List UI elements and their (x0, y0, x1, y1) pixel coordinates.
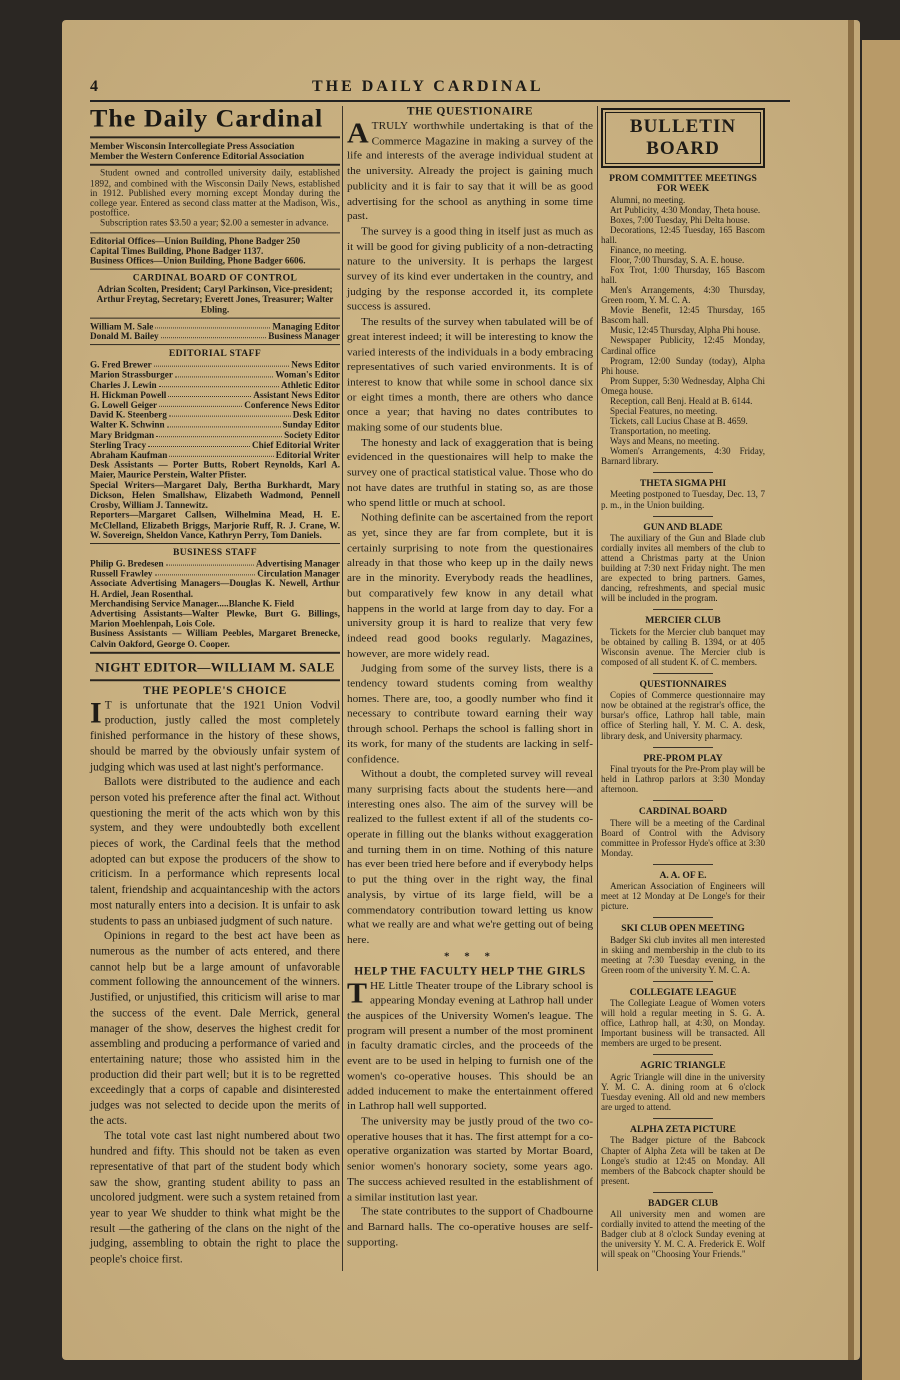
staff-role: Sunday Editor (282, 420, 340, 430)
notice-heading: COLLEGIATE LEAGUE (629, 986, 737, 998)
staff-role: Circulation Manager (257, 568, 340, 579)
notice-text: Music, 12:45 Thursday, Alpha Phi house. (610, 325, 761, 336)
staff-role: Advertising Manager (256, 558, 340, 569)
notice-divider (653, 516, 713, 517)
notice-heading: THETA SIGMA PHI (639, 478, 727, 490)
notice-divider (653, 917, 713, 918)
staff-role: Assistant News Editor (253, 390, 340, 400)
staff-row (90, 390, 340, 400)
notice-text: Women's Arrangements, 4:30 Friday, Barnard library. (601, 445, 765, 467)
staff-row (90, 420, 340, 430)
business-staff-list (90, 559, 340, 579)
notice-heading: ALPHA ZETA PICTURE (630, 1124, 736, 1136)
editorial-body-questionaire (347, 119, 593, 948)
paragraph (347, 662, 593, 768)
divider (90, 543, 340, 544)
paragraph-text: Judging from some of the survey lists, there is a tendency toward students coming from wealthy homes. There are, too, a goodly number who find it necessary to contribute toward earning their way through school. Perhaps the school is falling short in its work, for many of the students are lacking in self-confidence. (347, 663, 593, 765)
paragraph (90, 696, 340, 776)
paragraph-text: The total vote cast last night numbered about two hundred and fifty. This should not be taken as even representative of that part of the student body which saw the show, granting student ability to pass an uncolored judgment. were such a system retained from year to year We shudder to think what might be the result —the gathering of the clans on the night of the judging, assembling to obtain the right to place the people's choice first. (90, 1130, 340, 1266)
staff-row (90, 360, 340, 370)
notice-divider (653, 981, 713, 982)
staff-row (90, 410, 340, 420)
notice-text: Floor, 7:00 Thursday, S. A. E. house. (610, 255, 745, 266)
staff-row (90, 400, 340, 410)
notice-heading: A. A. OF E. (659, 869, 707, 881)
staff-row (90, 430, 340, 440)
editorial-title-peoples-choice: THE PEOPLE'S CHOICE (143, 684, 287, 697)
business-offices: Business Offices—Union Building, Phone Badger 6606. (90, 255, 306, 266)
divider (90, 136, 340, 138)
staff-name: William M. Sale (90, 321, 154, 332)
subscription-rates: Subscription rates $3.50 a year; $2.00 a semester in advance. (100, 219, 329, 229)
notice-heading: SKI CLUB OPEN MEETING (621, 923, 745, 935)
staff-name: Abraham Kaufman (90, 450, 168, 460)
staff-role: Woman's Editor (275, 370, 340, 380)
leader-dots (161, 331, 267, 338)
editorial-staff-heading: EDITORIAL STAFF (168, 348, 262, 360)
paragraph-text: The results of the survey when tabulated will be of great interest indeed; it will be interesting to know the varied interests of the individuals in a body embracing representatives of such varied environments. It is of interest to know that while some in school dance six or eight times a month, there are others who dance once a year; that having no dates contributes to making some of our students blue. (347, 316, 593, 434)
divider (90, 269, 340, 270)
staff-role: Desk Editor (292, 410, 340, 420)
divider (90, 652, 340, 654)
drop-cap: A (347, 117, 369, 150)
notice-text: American Association of Engineers will meet at 12 Monday at De Longe's for their picture. (601, 881, 765, 912)
managers-list (90, 321, 340, 341)
leader-dots (155, 321, 270, 328)
editorial-body-peoples-choice (90, 696, 340, 1268)
notice-divider (653, 864, 713, 865)
notice-text: Agric Triangle will dine in the university Y. M. C. A. dining room at 6 o'clock Tuesday evening. All old and new members are urged to attend. (601, 1071, 765, 1113)
paragraph-text: T is unfortunate that the 1921 Union Vodvil production, justly called the most completely finished performance in the history of these shows, should be marred by the obviously unfair system of judging which was used at last night's performance. (90, 699, 340, 773)
notice-text: Program, 12:00 Sunday (today), Alpha Phi house. (601, 355, 765, 376)
notice-divider (653, 1054, 713, 1055)
notice-text: Men's Arrangements, 4:30 Thursday, Green room, Y. M. C. A. (601, 285, 765, 306)
drop-cap: T (347, 977, 368, 1009)
staff-row (90, 450, 340, 460)
notice-text: Badger Ski club invites all men interested in skiing and membership in the club to its meeting at 7:30 Tuesday evening, in the Green room of the university Y. M. C. A. (601, 934, 765, 975)
notice-text: Alumni, no meeting. (610, 194, 686, 205)
leader-dots (156, 430, 282, 437)
leader-dots (148, 440, 250, 447)
staff-name: G. Fred Brewer (90, 360, 152, 370)
staff-role: Chief Editorial Writer (252, 440, 340, 450)
paragraph-text: TRULY worthwhile undertaking is that of the Commerce Magazine in making a survey of the life and interests of the average individual student at the university. Already the project is gaining much publicity and it is fair to say that it will be as good advertising for the school as anything in some time past. (347, 120, 593, 223)
staff-name: G. Lowell Geiger (90, 400, 158, 410)
column-rule-2 (597, 106, 598, 1271)
paragraph (90, 1129, 340, 1268)
masthead-column (90, 104, 340, 1268)
paragraph (90, 776, 340, 930)
staff-name: Donald M. Bailey (90, 331, 159, 342)
editorial-staff-extra: Desk Assistants — Porter Butts, Robert Reynolds, Karl A. Maier, Maurice Perstein, Walter Pfister. Special Writers—Margaret Daly, Bertha Burkhardt, Mary Dickson, Helen Smallshaw, Elizabeth Wadmond, Pennell Crosby, William J. Tannewitz. Reporters—Margaret Callsen, Wilhelmina Mead, H. E. McClelland, Elizabeth Briggs, Marjorie Ruff, R. J. Crane, W. W. Sovereign, Sheldon Vance, Kathryn Perry, Tom Daniels. (90, 460, 340, 540)
notice-text: Tickets, call Lucius Chase at B. 4659. (610, 415, 748, 426)
notice-heading: AGRIC TRIANGLE (640, 1060, 726, 1072)
notice-text: Decorations, 12:45 Tuesday, 165 Bascom hall. (601, 224, 765, 245)
bulletin-board-title: BULLETIN BOARD (605, 112, 761, 164)
staff-role: Business Manager (268, 331, 340, 342)
notice-text: Finance, no meeting. (610, 245, 687, 256)
notice-heading: PRE-PROM PLAY (643, 752, 723, 764)
staff-role: Editorial Writer (275, 450, 340, 460)
staff-name: Philip G. Bredesen (90, 558, 164, 569)
paragraph-text: The honesty and lack of exaggeration that is being evidenced in the questionaires will help to make the survey one of practical statistical value. Those who do not have dates are truthful in stating so, as are those who spend little or much at school. (347, 436, 593, 509)
divider (90, 164, 340, 166)
notice-text: Ways and Means, no meeting. (610, 435, 720, 446)
paragraph (347, 1205, 593, 1250)
night-editor: NIGHT EDITOR—WILLIAM M. SALE (95, 659, 335, 675)
leader-dots (175, 370, 273, 377)
leader-dots (159, 380, 279, 387)
paragraph-text: The survey is a good thing in itself just as much as it will be good for giving publicity of a non-detracting nature to the university. It is perhaps the largest survey of its kind ever undertaken in the country, and judging by the response accorded it, its complete success is assured. (347, 225, 593, 313)
next-page-edge (862, 40, 900, 1380)
editorial-body-faculty (347, 979, 593, 1250)
masthead-title: The Daily Cardinal (90, 104, 324, 133)
notice-divider (653, 1192, 713, 1193)
notice-divider (653, 800, 713, 801)
staff-name: Sterling Tracy (90, 440, 147, 450)
paragraph (347, 315, 593, 436)
bulletin-board-banner (601, 108, 765, 168)
business-staff-heading: BUSINESS STAFF (172, 546, 258, 558)
page-number: 4 (90, 78, 98, 95)
staff-row (90, 440, 340, 450)
paragraph-text: Nothing definite can be ascertained from the report as yet, since they are far from complete, but it is certainly surprising to note from the questionaires already in that those who keep up in the daily news are in the minority. Everybody reads the headlines, but comparatively few know in any detail what happens in the world at large from day to day. For a university group it is hard to realize that very few indeed read good books regularly. Magazines, however, are more widely read. (347, 512, 593, 660)
notice-heading: GUN AND BLADE (643, 521, 723, 533)
board-heading: CARDINAL BOARD OF CONTROL (132, 272, 298, 284)
notice-text: Reception, call Benj. Heald at B. 6144. (610, 395, 753, 406)
paragraph-text: Ballots were distributed to the audience and each person voted his preference after the final act. Without questioning the merit of the acts which won by this system, and they were undoubtedly both excellent pieces of work, the Cardinal feels that the method adopted can but expose the producers of the show to criticism. In a performance which represents local talent, friendship and acquaintanceship with the actors most naturally enters into a decision. It is unfair to ask students to pass an unbiased judgment of such nature. (90, 776, 340, 927)
paragraph (347, 511, 593, 662)
notice-divider (653, 1118, 713, 1119)
drop-cap: I (90, 696, 102, 729)
staff-row (90, 321, 340, 331)
staff-role: Athletic Editor (281, 380, 340, 390)
staff-row (90, 559, 340, 569)
notice-text: Fox Trot, 1:00 Thursday, 165 Bascom hall. (601, 265, 765, 286)
divider (90, 679, 340, 681)
paragraph (347, 979, 593, 1115)
staff-row (90, 331, 340, 341)
leader-dots (169, 450, 273, 457)
bulletin-items (601, 174, 765, 1259)
staff-name: Russell Frawley (90, 568, 153, 579)
section-stars: * * * (444, 950, 496, 962)
staff-name: H. Hickman Powell (90, 390, 167, 400)
notice-text: Special Features, no meeting. (610, 405, 718, 416)
paragraph-text: Without a doubt, the completed survey will reveal many surprising facts about the students here—and interesting ones also. The aim of the survey will be realized to the fullest extent if all of the students co-operate in filling out the blanks without exaggeration and turning them in on time. Nothing of this nature has ever been tried here before and if everybody helps to put the thing over in the right way, the final analysis, by virtue of its large field, will be a commendatory contribution toward letting us know what we really are and what we're getting out of being here. (347, 768, 593, 946)
leader-dots (159, 400, 242, 407)
notice-text: The Collegiate League of Women voters will hold a regular meeting in S. G. A. office, Lathrop hall, at 4:30, on Monday. Important business will be transacted. All members are urged to be present. (601, 998, 765, 1049)
leader-dots (155, 569, 256, 576)
notice-text: The auxiliary of the Gun and Blade club cordially invites all members of the club to attend a Christmas party at the Union building at 7:30 next Friday night. The men are expected to bring partners. Games, dancing, refreshments, and special music will be included in the program. (601, 532, 765, 604)
notice-heading: BADGER CLUB (647, 1197, 719, 1209)
leader-dots (154, 360, 290, 367)
editorial-column (347, 104, 593, 1251)
notice-heading: QUESTIONNAIRES (639, 678, 727, 690)
about-text: Student owned and controlled university daily, established 1892, and combined with the Wisconsin Daily News, established in 1912. Published every morning except Monday during the college year. Entered as second class matter at the Madison, Wis., postoffice. (90, 169, 340, 219)
paragraph (347, 1115, 593, 1205)
staff-name: Walter K. Schwinn (90, 420, 165, 430)
paragraph-text: The state contributes to the support of Chadbourne and Barnard halls. The co-operative houses are self-supporting. (347, 1206, 593, 1248)
notice-divider (653, 472, 713, 473)
board-text: Adrian Scolten, President; Caryl Parkinson, Vice-president; Arthur Freytag, Secretary; Everett Jones, Treasurer; Walter Ebling. (96, 284, 334, 315)
paragraph (347, 225, 593, 315)
paragraph (347, 768, 593, 949)
leader-dots (168, 390, 251, 397)
divider (90, 344, 340, 345)
bulletin-column (601, 108, 765, 1259)
notice-text: Meeting postponed to Tuesday, Dec. 13, 7 p. m., in the Union building. (601, 489, 765, 510)
paragraph-text: Opinions in regard to the best act have been as numerous as the number of acts entered, and there cannot help but be a large amount of unfavorable comment following the announcement of the winners. Justified, or unjustified, this criticism will arise to mar the success of the event. Dale Merrick, general manager of the show, deserves the highest credit for assembling and producing a performance of varied and entertaining nature; those who assisted him in the production did their part well; but it is to be regretted exceedingly that a corps of capable and disinterested judges was not selected to decide upon the merits of the acts. (90, 930, 340, 1127)
notice-text: All university men and women are cordially invited to attend the meeting of the Badger club at 8 o'clock Sunday evening at the university Y. M. C. A. Frederick E. Wolf will speak on "Choosing Your Friends." (601, 1209, 765, 1260)
notice-text: Copies of Commerce questionnaire may now be obtained at the registrar's office, the bursar's office, Lathrop hall table, main office of Sterling hall, Y. M. C. A. desk, library desk, and University pharmacy. (601, 690, 765, 741)
page-edge-shadow (848, 20, 854, 1360)
staff-role: Conference News Editor (244, 400, 340, 410)
notice-text: Final tryouts for the Pre-Prom play will be held in Lathrop parlors at 3:30 Monday afternoon. (601, 763, 765, 795)
page-header (90, 78, 790, 102)
notice-text: Boxes, 7:00 Tuesday, Phi Delta house. (610, 214, 750, 225)
staff-name: Mary Bridgman (90, 430, 155, 440)
paragraph-text: HE Little Theater troupe of the Library school is appearing Monday evening at Lathrop hall under the auspices of the University Women's league. The program will present a number of the most prominent in faculty dramatic circles, and the proceeds of the event are to be used in helping to furnish one of the women's co-operative houses. This should be an added inducement to make the entertainment offered in Lathrop hall well supported. (347, 980, 593, 1113)
leader-dots (166, 559, 254, 566)
staff-name: Marion Strassburger (90, 370, 173, 380)
notice-divider (653, 747, 713, 748)
paragraph (347, 119, 593, 225)
notice-text: Art Publicity, 4:30 Monday, Theta house. (610, 204, 761, 215)
column-rule-1 (342, 106, 343, 1271)
editorial-title-faculty: HELP THE FACULTY HELP THE GIRLS (354, 965, 586, 978)
notice-text: Tickets for the Mercier club banquet may be obtained by calling B. 1394, or at 405 Wisconsin avenue. The Mercier club is composed of all student K. of C. members. (601, 626, 765, 667)
staff-name: Charles J. Lewin (90, 380, 157, 390)
notice-divider (653, 609, 713, 610)
staff-row (90, 370, 340, 380)
staff-role: Society Editor (284, 430, 340, 440)
staff-row (90, 569, 340, 579)
paragraph (347, 436, 593, 511)
leader-dots (169, 410, 291, 417)
staff-role: Managing Editor (272, 321, 340, 332)
running-head: THE DAILY CARDINAL (312, 78, 544, 95)
editorial-offices: Editorial Offices—Union Building, Phone Badger 250 Capital Times Building, Phone Badger 1137. (90, 235, 301, 256)
paragraph-text: The university may be justly proud of the two co-operative houses that it has. The first attempt for a co-operative organization was started by Mortar Board, senior women's honorary society, some years ago. The success achieved resulted in the establishment of a similar institution last year. (347, 1115, 593, 1203)
notice-text: The Badger picture of the Babcock Chapter of Alpha Zeta will be taken at De Longe's studio at 12:45 on Monday. All members of the Babcock chapter should be present. (601, 1135, 765, 1186)
notice-heading: PROM COMMITTEE MEETINGS FOR WEEK (609, 173, 757, 195)
paragraph (90, 929, 340, 1129)
notice-text: Transportation, no meeting. (610, 425, 711, 436)
divider (90, 232, 340, 233)
staff-name: David K. Steenberg (90, 410, 167, 420)
editorial-staff-list (90, 360, 340, 460)
leader-dots (167, 420, 281, 427)
staff-role: News Editor (291, 360, 340, 370)
staff-row (90, 380, 340, 390)
editorial-title-questionaire: THE QUESTIONAIRE (406, 105, 534, 118)
divider (90, 317, 340, 318)
notice-text: Movie Benefit, 12:45 Thursday, 165 Bascom hall. (601, 305, 765, 326)
business-staff-extra: Associate Advertising Managers—Douglas K. Newell, Arthur H. Ardiel, Jean Rosenthal. Merchandising Service Manager.....Blanche K. Field Advertising Assistants—Walter Plewke, Burt G. Billings, Marion Moehlenpah, Lois Cole. Business Assistants — William Peebles, Margaret Brenecke, Calvin Oakford, George O. Cooper. (90, 578, 340, 649)
notice-text: There will be a meeting of the Cardinal Board of Control with the Advisory committee in Professor Hyde's office at 3:30 Monday. (601, 817, 765, 858)
memberships: Member Wisconsin Intercollegiate Press Association Member the Western Conference Editorial Association (90, 141, 305, 162)
notice-text: Newspaper Publicity, 12:45 Monday, Cardinal office (601, 335, 765, 356)
notice-divider (653, 673, 713, 674)
notice-heading: MERCIER CLUB (645, 615, 721, 627)
notice-text: Prom Supper, 5:30 Wednesday, Alpha Chi Omega house. (601, 375, 765, 396)
notice-heading: CARDINAL BOARD (638, 806, 728, 818)
